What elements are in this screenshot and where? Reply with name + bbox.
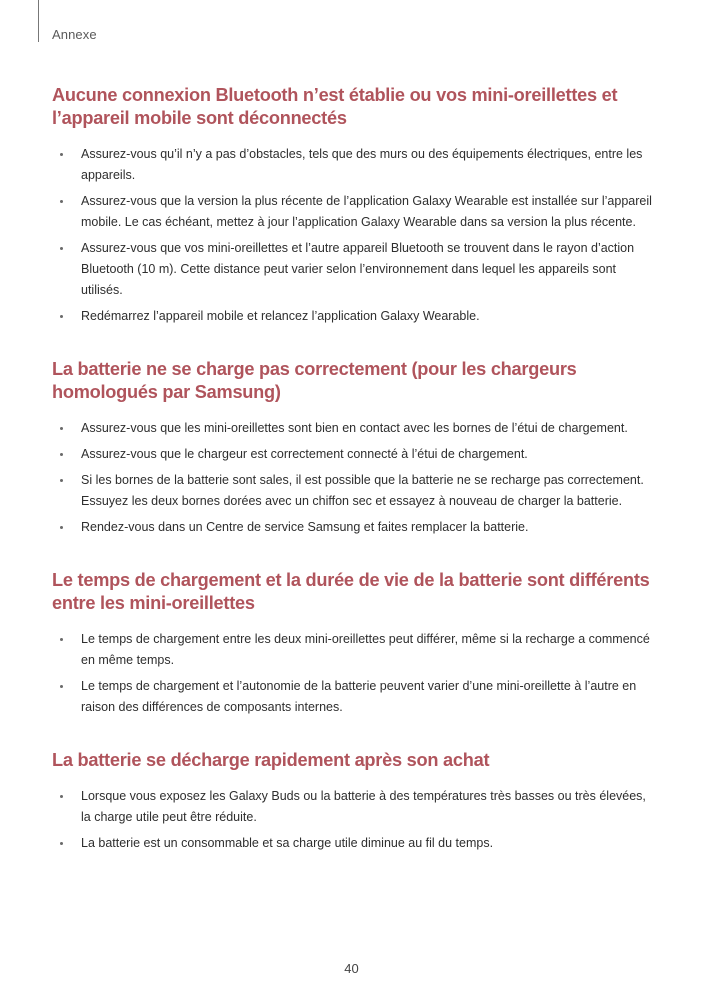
list-item-text: La batterie est un consommable et sa charge utile diminue au fil du temps. xyxy=(81,836,494,850)
section-title: La batterie ne se charge pas correctement (pour les chargeurs homologués par Samsung) xyxy=(52,359,577,402)
list-item xyxy=(52,306,652,327)
header-side-rule xyxy=(38,0,39,42)
bullet-icon xyxy=(60,247,63,250)
section-title: La batterie se décharge rapidement après son achat xyxy=(52,750,490,770)
list-item-text: Assurez-vous que les mini-oreillettes sont bien en contact avec les bornes de l’étui de chargement. xyxy=(81,421,628,435)
bullet-icon xyxy=(60,453,63,456)
bullet-icon xyxy=(60,479,63,482)
running-header: Annexe xyxy=(52,27,97,42)
bullet-list xyxy=(52,786,652,854)
page-content xyxy=(52,84,652,854)
bullet-icon xyxy=(60,685,63,688)
list-item xyxy=(52,833,652,854)
section-title: Le temps de chargement et la durée de vie de la batterie sont différents entre les mini-oreillettes xyxy=(52,570,650,613)
page-number: 40 xyxy=(344,961,359,976)
bullet-list xyxy=(52,144,652,327)
bullet-icon xyxy=(60,638,63,641)
section-battery-charging xyxy=(52,358,652,538)
list-item-text: Assurez-vous que vos mini-oreillettes et l’autre appareil Bluetooth se trouvent dans le rayon d’action Bluetooth (10 m). Cette distance peut varier selon l’environnement dans lequel les appareils sont utilisés. xyxy=(81,241,635,297)
list-item-text: Le temps de chargement entre les deux mini-oreillettes peut différer, même si la recharge a commencé en même temps. xyxy=(81,632,650,667)
list-item xyxy=(52,418,652,439)
list-item xyxy=(52,144,652,186)
list-item xyxy=(52,238,652,301)
bullet-icon xyxy=(60,200,63,203)
list-item-text: Assurez-vous que le chargeur est correctement connecté à l’étui de chargement. xyxy=(81,447,528,461)
list-item-text: Rendez-vous dans un Centre de service Samsung et faites remplacer la batterie. xyxy=(81,520,529,534)
list-item-text: Redémarrez l’appareil mobile et relancez l’application Galaxy Wearable. xyxy=(81,309,480,323)
list-item xyxy=(52,470,652,512)
list-item xyxy=(52,191,652,233)
list-item xyxy=(52,517,652,538)
bullet-list xyxy=(52,629,652,718)
list-item xyxy=(52,444,652,465)
list-item xyxy=(52,629,652,671)
bullet-icon xyxy=(60,842,63,845)
bullet-icon xyxy=(60,153,63,156)
list-item xyxy=(52,786,652,828)
list-item xyxy=(52,676,652,718)
section-battery-drain xyxy=(52,749,652,854)
section-title: Aucune connexion Bluetooth n’est établie ou vos mini-oreillettes et l’appareil mobile sont déconnectés xyxy=(52,85,618,128)
bullet-icon xyxy=(60,526,63,529)
bullet-icon xyxy=(60,795,63,798)
list-item-text: Assurez-vous qu’il n’y a pas d’obstacles, tels que des murs ou des équipements électriques, entre les appareils. xyxy=(81,147,643,182)
section-charging-time-difference xyxy=(52,569,652,718)
list-item-text: Le temps de chargement et l’autonomie de la batterie peuvent varier d’une mini-oreillette à l’autre en raison des différences de composants internes. xyxy=(81,679,637,714)
list-item-text: Assurez-vous que la version la plus récente de l’application Galaxy Wearable est installée sur l’appareil mobile. Le cas échéant, mettez à jour l’application Galaxy Wearable dans sa version la plus récente. xyxy=(81,194,652,229)
list-item-text: Si les bornes de la batterie sont sales, il est possible que la batterie ne se recharge pas correctement. Essuyez les deux bornes dorées avec un chiffon sec et essayez à nouveau de charger la batterie. xyxy=(81,473,644,508)
bullet-list xyxy=(52,418,652,538)
bullet-icon xyxy=(60,315,63,318)
bullet-icon xyxy=(60,427,63,430)
list-item-text: Lorsque vous exposez les Galaxy Buds ou la batterie à des températures très basses ou très élevées, la charge utile peut être réduite. xyxy=(81,789,646,824)
section-bluetooth-connection xyxy=(52,84,652,327)
